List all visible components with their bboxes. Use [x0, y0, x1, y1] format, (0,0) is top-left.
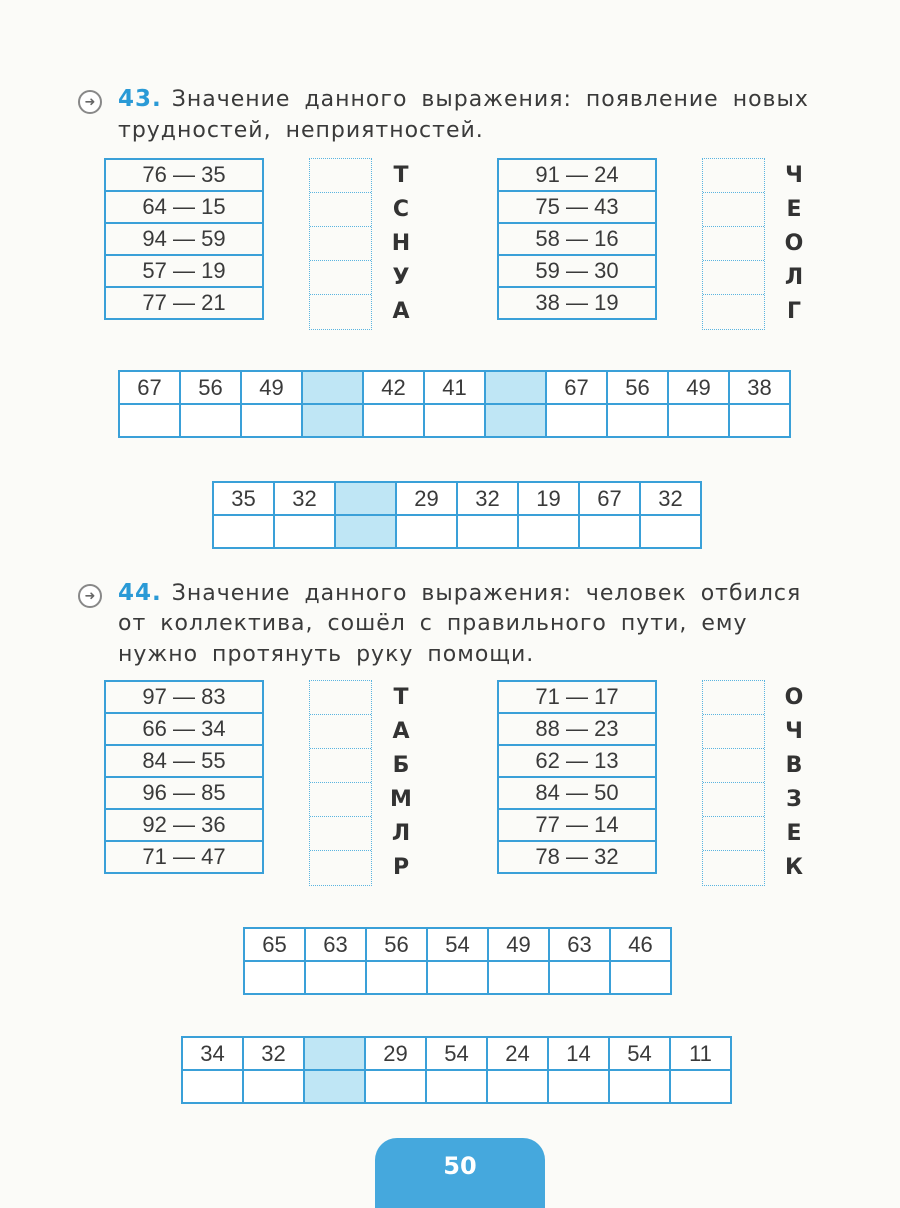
letter-input-cell[interactable]: [365, 1070, 426, 1103]
number-cell: 35: [213, 482, 274, 515]
letter-input-cell[interactable]: [305, 961, 366, 994]
space-cell: [302, 404, 363, 437]
letter-input-cell[interactable]: [427, 961, 488, 994]
letter-column-left: [386, 681, 416, 885]
answer-cell[interactable]: [703, 159, 764, 193]
answer-cell[interactable]: [310, 295, 371, 329]
answer-cell[interactable]: [310, 715, 371, 749]
number-cell: 56: [366, 928, 427, 961]
number-cell: 42: [363, 371, 424, 404]
answer-cell[interactable]: [703, 715, 764, 749]
expression-cell: 71 — 47: [105, 841, 263, 873]
answer-cell[interactable]: [310, 159, 371, 193]
letter: Т: [393, 685, 409, 710]
expression-cell: 71 — 17: [498, 681, 656, 713]
number-cell: 49: [488, 928, 549, 961]
expression-cell: 57 — 19: [105, 255, 263, 287]
letter-input-cell[interactable]: [548, 1070, 609, 1103]
letter: Р: [392, 855, 410, 880]
answer-cell[interactable]: [703, 193, 764, 227]
answer-cell[interactable]: [703, 783, 764, 817]
exercise-text-line: [118, 118, 484, 143]
answer-cell[interactable]: [703, 749, 764, 783]
letter: О: [784, 231, 804, 256]
number-cell: 29: [365, 1037, 426, 1070]
expression-cell: 66 — 34: [105, 713, 263, 745]
answer-grid: [118, 370, 791, 438]
text: от коллектива, сошёл с правильного пути, ему: [118, 611, 748, 636]
answer-cell[interactable]: [703, 261, 764, 295]
letter: У: [392, 265, 410, 290]
letter-input-cell[interactable]: [670, 1070, 731, 1103]
answer-cell[interactable]: [310, 817, 371, 851]
letter: А: [392, 299, 410, 324]
letter: М: [390, 787, 412, 812]
expression-table-right: [497, 680, 657, 874]
letter-input-cell[interactable]: [396, 515, 457, 548]
answer-column-right: [702, 680, 765, 886]
page-number: 50: [375, 1138, 545, 1208]
answer-cell[interactable]: [310, 681, 371, 715]
letter-input-cell[interactable]: [182, 1070, 243, 1103]
expression-cell: 91 — 24: [498, 159, 656, 191]
letter-input-cell[interactable]: [607, 404, 668, 437]
expression-cell: 59 — 30: [498, 255, 656, 287]
number-cell: 49: [241, 371, 302, 404]
letter-input-cell[interactable]: [457, 515, 518, 548]
letter-input-cell[interactable]: [363, 404, 424, 437]
space-cell: [335, 515, 396, 548]
exercise-text-line: [118, 642, 534, 667]
number-cell: 63: [549, 928, 610, 961]
number-cell: 54: [427, 928, 488, 961]
letter: В: [785, 753, 803, 778]
number-cell: 41: [424, 371, 485, 404]
number-cell: 32: [274, 482, 335, 515]
answer-cell[interactable]: [310, 227, 371, 261]
letter-input-cell[interactable]: [546, 404, 607, 437]
answer-cell[interactable]: [310, 261, 371, 295]
space-cell: [335, 482, 396, 515]
letter-input-cell[interactable]: [180, 404, 241, 437]
letter: Е: [786, 821, 802, 846]
letter-input-cell[interactable]: [518, 515, 579, 548]
letter: Л: [391, 821, 411, 846]
answer-column-left: [309, 158, 372, 330]
number-cell: 56: [180, 371, 241, 404]
answer-cell[interactable]: [703, 227, 764, 261]
letter: Л: [784, 265, 804, 290]
number-cell: 65: [244, 928, 305, 961]
exercise-number: 44.: [118, 580, 162, 606]
letter-input-cell[interactable]: [424, 404, 485, 437]
letter-input-cell[interactable]: [241, 404, 302, 437]
answer-cell[interactable]: [310, 851, 371, 885]
letter-input-cell[interactable]: [119, 404, 180, 437]
number-cell: 67: [546, 371, 607, 404]
number-cell: 38: [729, 371, 790, 404]
answer-cell[interactable]: [703, 851, 764, 885]
expression-table-left: [104, 158, 264, 320]
expression-cell: 38 — 19: [498, 287, 656, 319]
expression-cell: 75 — 43: [498, 191, 656, 223]
letter: З: [786, 787, 802, 812]
letter-column-right: [779, 159, 809, 329]
exercise-text-line: [118, 86, 809, 112]
letter-column-right: [779, 681, 809, 885]
text: Значение данного выражения: появление новых: [171, 87, 809, 112]
number-cell: 46: [610, 928, 671, 961]
letter: О: [784, 685, 804, 710]
expression-cell: 62 — 13: [498, 745, 656, 777]
answer-grid: [212, 481, 702, 549]
letter: Н: [391, 231, 411, 256]
number-cell: 29: [396, 482, 457, 515]
space-cell: [485, 371, 546, 404]
answer-cell[interactable]: [703, 295, 764, 329]
space-cell: [302, 371, 363, 404]
number-cell: 54: [426, 1037, 487, 1070]
number-cell: 56: [607, 371, 668, 404]
text: нужно протянуть руку помощи.: [118, 642, 535, 667]
letter: Б: [392, 753, 410, 778]
expression-cell: 84 — 55: [105, 745, 263, 777]
letter-input-cell[interactable]: [488, 961, 549, 994]
expression-table-right: [497, 158, 657, 320]
answer-cell[interactable]: [310, 749, 371, 783]
text: Значение данного выражения: человек отбился: [171, 581, 802, 606]
expression-cell: 76 — 35: [105, 159, 263, 191]
number-cell: 32: [457, 482, 518, 515]
letter-input-cell[interactable]: [213, 515, 274, 548]
number-cell: 34: [182, 1037, 243, 1070]
number-cell: 54: [609, 1037, 670, 1070]
letter-input-cell[interactable]: [243, 1070, 304, 1103]
expression-cell: 84 — 50: [498, 777, 656, 809]
answer-grid: [181, 1036, 732, 1104]
answer-grid: [243, 927, 672, 995]
expression-cell: 78 — 32: [498, 841, 656, 873]
exercise-text-line: [118, 580, 801, 606]
number-cell: 32: [243, 1037, 304, 1070]
number-cell: 14: [548, 1037, 609, 1070]
letter: Г: [786, 299, 802, 324]
letter-input-cell[interactable]: [609, 1070, 670, 1103]
exercise-text-line: [118, 611, 748, 636]
arrow-right-circle-icon: ➜: [78, 584, 102, 608]
letter: Е: [786, 197, 802, 222]
arrow-right-circle-icon: ➜: [78, 90, 102, 114]
letter-input-cell[interactable]: [640, 515, 701, 548]
number-cell: 19: [518, 482, 579, 515]
letter: К: [785, 855, 803, 880]
space-cell: [304, 1037, 365, 1070]
number-cell: 67: [579, 482, 640, 515]
answer-cell[interactable]: [310, 193, 371, 227]
letter-input-cell[interactable]: [729, 404, 790, 437]
expression-cell: 77 — 14: [498, 809, 656, 841]
letter-input-cell[interactable]: [610, 961, 671, 994]
letter-input-cell[interactable]: [274, 515, 335, 548]
expression-cell: 94 — 59: [105, 223, 263, 255]
letter-column-left: [386, 159, 416, 329]
answer-cell[interactable]: [310, 783, 371, 817]
space-cell: [485, 404, 546, 437]
letter: С: [392, 197, 410, 222]
answer-cell[interactable]: [703, 817, 764, 851]
expression-cell: 64 — 15: [105, 191, 263, 223]
expression-cell: 97 — 83: [105, 681, 263, 713]
number-cell: 63: [305, 928, 366, 961]
letter: Ч: [785, 163, 803, 188]
letter-input-cell[interactable]: [549, 961, 610, 994]
exercise-number: 43.: [118, 86, 162, 112]
letter-input-cell[interactable]: [487, 1070, 548, 1103]
expression-cell: 77 — 21: [105, 287, 263, 319]
letter: Т: [393, 163, 409, 188]
space-cell: [304, 1070, 365, 1103]
expression-cell: 92 — 36: [105, 809, 263, 841]
expression-cell: 96 — 85: [105, 777, 263, 809]
number-cell: 67: [119, 371, 180, 404]
number-cell: 24: [487, 1037, 548, 1070]
letter-input-cell[interactable]: [244, 961, 305, 994]
expression-cell: 88 — 23: [498, 713, 656, 745]
letter: Ч: [785, 719, 803, 744]
expression-table-left: [104, 680, 264, 874]
letter-input-cell[interactable]: [668, 404, 729, 437]
number-cell: 32: [640, 482, 701, 515]
letter: А: [392, 719, 410, 744]
text: трудностей, неприятностей.: [118, 118, 484, 143]
answer-cell[interactable]: [703, 681, 764, 715]
letter-input-cell[interactable]: [426, 1070, 487, 1103]
number-cell: 49: [668, 371, 729, 404]
answer-column-right: [702, 158, 765, 330]
answer-column-left: [309, 680, 372, 886]
letter-input-cell[interactable]: [366, 961, 427, 994]
number-cell: 11: [670, 1037, 731, 1070]
letter-input-cell[interactable]: [579, 515, 640, 548]
expression-cell: 58 — 16: [498, 223, 656, 255]
